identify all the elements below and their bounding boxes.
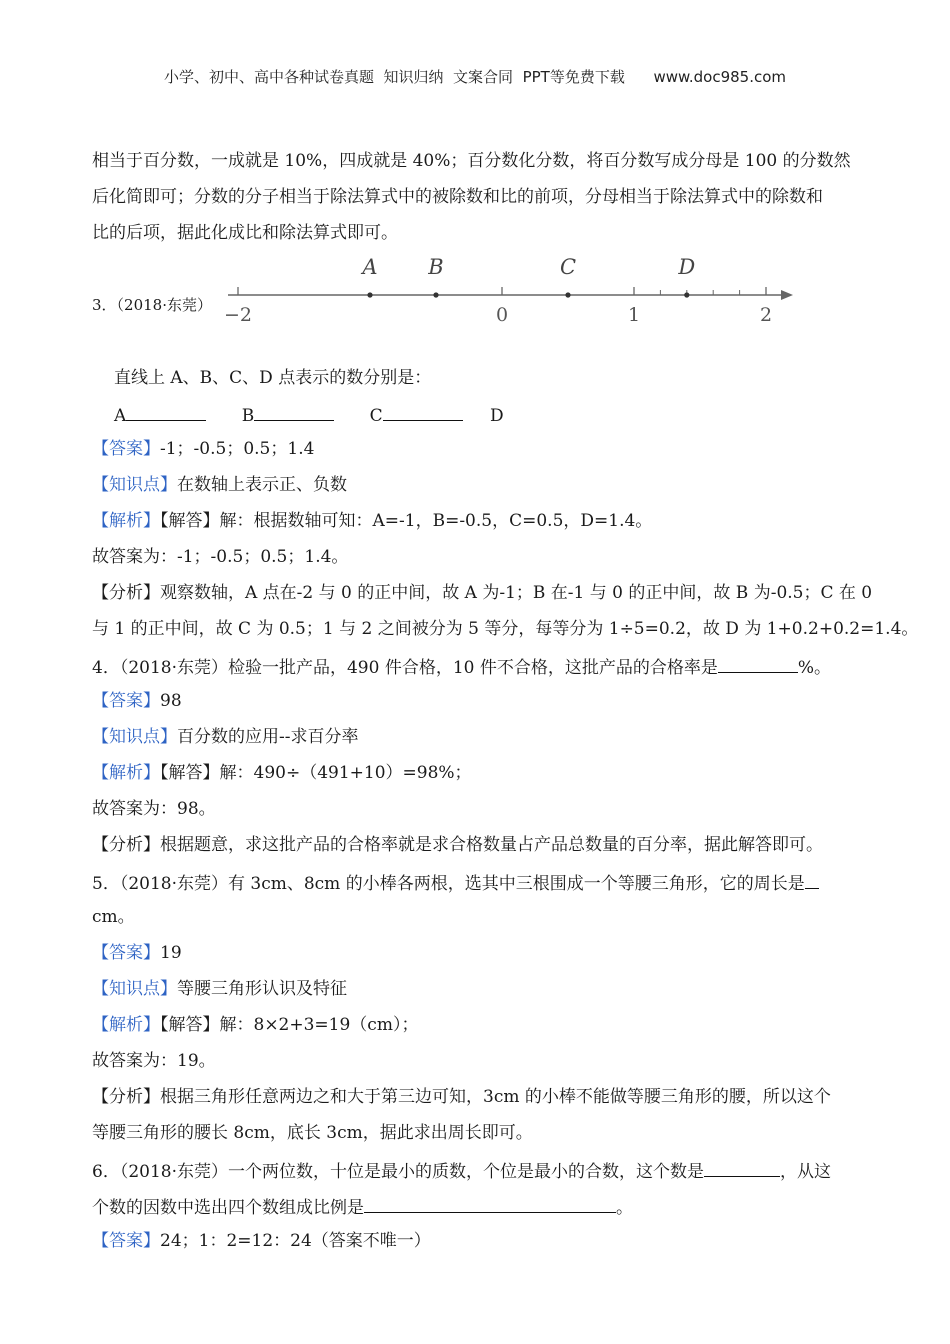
q3-answer-text: -1；-0.5；0.5；1.4 [160, 439, 315, 459]
q3-reason-1 [92, 582, 872, 604]
q5-question-2: cm。 [92, 907, 135, 927]
q5-blank[interactable] [805, 870, 819, 889]
q3-knowledge [92, 474, 347, 496]
reason-tag: 【分析】 [92, 583, 160, 603]
q4-suffix: %。 [797, 658, 832, 678]
q4-answer [92, 690, 182, 712]
solve-tag: 【解答】 [160, 511, 220, 531]
intro-line-2: 后化简即可；分数的分子相当于除法算式中的被除数和比的前项，分母相当于除法算式中的除数和 [92, 187, 823, 207]
q5-reason-2: 等腰三角形的腰长 8cm，底长 3cm，据此求出周长即可。 [92, 1123, 533, 1143]
blank-a[interactable] [126, 402, 206, 421]
knowledge-tag: 【知识点】 [92, 475, 177, 495]
q6-question [92, 1158, 831, 1183]
q4-analysis [92, 762, 472, 784]
q3-prompt: 直线上 A、B、C、D 点表示的数分别是： [114, 368, 432, 388]
q5-final: 故答案为：19。 [92, 1051, 216, 1071]
solve-tag: 【解答】 [160, 763, 220, 783]
q5-analysis [92, 1014, 418, 1036]
solve-tag: 【解答】 [160, 1015, 220, 1035]
page-header [0, 66, 950, 87]
point-label-b: B [428, 255, 444, 279]
tick-label: 2 [759, 304, 773, 326]
q5-knowledge [92, 978, 347, 1000]
q4-text: 4．（2018·东莞）检验一批产品，490 件合格，10 件不合格，这批产品的合格率是 [92, 658, 718, 678]
q3-number: 3．（2018·东莞） [92, 296, 212, 314]
q6-blank-2[interactable] [364, 1194, 616, 1213]
q4-reason-text: 根据题意，求这批产品的合格率就是求合格数量占产品总数量的百分率，据此解答即可。 [160, 835, 823, 855]
blank-label-c: C [369, 406, 383, 426]
q3-answer [92, 438, 314, 460]
q6-answer-text: 24；1：2=12：24（答案不唯一） [160, 1231, 431, 1251]
q3-solve-text: 解：根据数轴可知：A=-1，B=-0.5，C=0.5，D=1.4。 [219, 511, 653, 531]
point-label-c: C [559, 255, 577, 279]
number-line [0, 250, 950, 330]
number-line-ticks [224, 287, 772, 326]
q5-solve-text: 解：8×2+3=19（cm）； [219, 1015, 419, 1035]
q5-question [92, 870, 819, 895]
point-b [433, 292, 438, 297]
analysis-tag: 【解析】 [92, 1015, 160, 1035]
q5-reason-1 [92, 1086, 831, 1108]
answer-tag: 【答案】 [92, 1231, 160, 1251]
blank-b[interactable] [254, 402, 334, 421]
reason-tag: 【分析】 [92, 1087, 160, 1107]
header-url: www.doc985.com [653, 68, 787, 86]
q3-blanks [114, 402, 504, 427]
q6-text: 6．（2018·东莞）一个两位数，十位是最小的质数，个位是最小的合数，这个数是 [92, 1162, 704, 1182]
number-line-points [360, 255, 695, 298]
tick-label: −2 [223, 304, 253, 326]
q6-text2: 个数的因数中选出四个数组成比例是 [92, 1198, 364, 1218]
q4-knowledge [92, 726, 359, 748]
q4-answer-text: 98 [160, 691, 182, 711]
answer-tag: 【答案】 [92, 943, 160, 963]
blank-label-a: A [114, 406, 127, 426]
number-line-arrow [781, 290, 793, 300]
q6-text-after: ，从这 [779, 1162, 831, 1182]
q6-text2-end: 。 [616, 1198, 633, 1218]
intro-line-3: 比的后项，据此化成比和除法算式即可。 [92, 223, 398, 243]
q3-reason-2: 与 1 的正中间，故 C 为 0.5；1 与 2 之间被分为 5 等分，每等分为 1÷5=0.2，故 D 为 1+0.2+0.2=1.4。 [92, 619, 919, 639]
q3-final: 故答案为：-1；-0.5；0.5；1.4。 [92, 547, 349, 567]
answer-tag: 【答案】 [92, 691, 160, 711]
intro-line-1: 相当于百分数，一成就是 10%，四成就是 40%；百分数化分数，将百分数写成分母是 100 的分数然 [92, 151, 851, 171]
q6-question-2 [92, 1194, 633, 1219]
q4-final: 故答案为：98。 [92, 799, 216, 819]
q4-solve-text: 解：490÷（491+10）=98%； [219, 763, 472, 783]
point-label-a: A [362, 255, 378, 279]
q5-answer-text: 19 [160, 943, 182, 963]
q4-question [92, 654, 831, 679]
q3-knowledge-text: 在数轴上表示正、负数 [177, 475, 347, 495]
q6-blank-1[interactable] [704, 1158, 780, 1177]
q5-text: 5．（2018·东莞）有 3cm、8cm 的小棒各两根，选其中三根围成一个等腰三角形，它的周长是 [92, 874, 805, 894]
q3-analysis [92, 510, 652, 532]
q4-knowledge-text: 百分数的应用--求百分率 [177, 727, 359, 747]
blank-label-b: B [241, 406, 255, 426]
point-d [684, 292, 689, 297]
answer-tag: 【答案】 [92, 439, 160, 459]
q4-blank[interactable] [718, 654, 798, 673]
analysis-tag: 【解析】 [92, 763, 160, 783]
q5-answer [92, 942, 182, 964]
reason-tag: 【分析】 [92, 835, 160, 855]
blank-c[interactable] [383, 402, 463, 421]
q3-reason-text: 观察数轴，A 点在-2 与 0 的正中间，故 A 为-1；B 在-1 与 0 的正中间，故 B 为-0.5；C 在 0 [160, 583, 873, 603]
point-c [565, 292, 570, 297]
tick-label: 0 [495, 304, 509, 326]
tick-label: 1 [627, 304, 641, 326]
knowledge-tag: 【知识点】 [92, 727, 177, 747]
blank-label-d: D [490, 406, 504, 426]
header-text: 小学、初中、高中各种试卷真题 知识归纳 文案合同 PPT等免费下载 [163, 68, 625, 86]
point-label-d: D [678, 255, 696, 279]
q6-answer [92, 1230, 431, 1252]
q5-knowledge-text: 等腰三角形认识及特征 [177, 979, 347, 999]
q4-reason [92, 834, 823, 856]
analysis-tag: 【解析】 [92, 511, 160, 531]
q5-reason-text: 根据三角形任意两边之和大于第三边可知，3cm 的小棒不能做等腰三角形的腰，所以这个 [160, 1087, 831, 1107]
knowledge-tag: 【知识点】 [92, 979, 177, 999]
point-a [367, 292, 372, 297]
